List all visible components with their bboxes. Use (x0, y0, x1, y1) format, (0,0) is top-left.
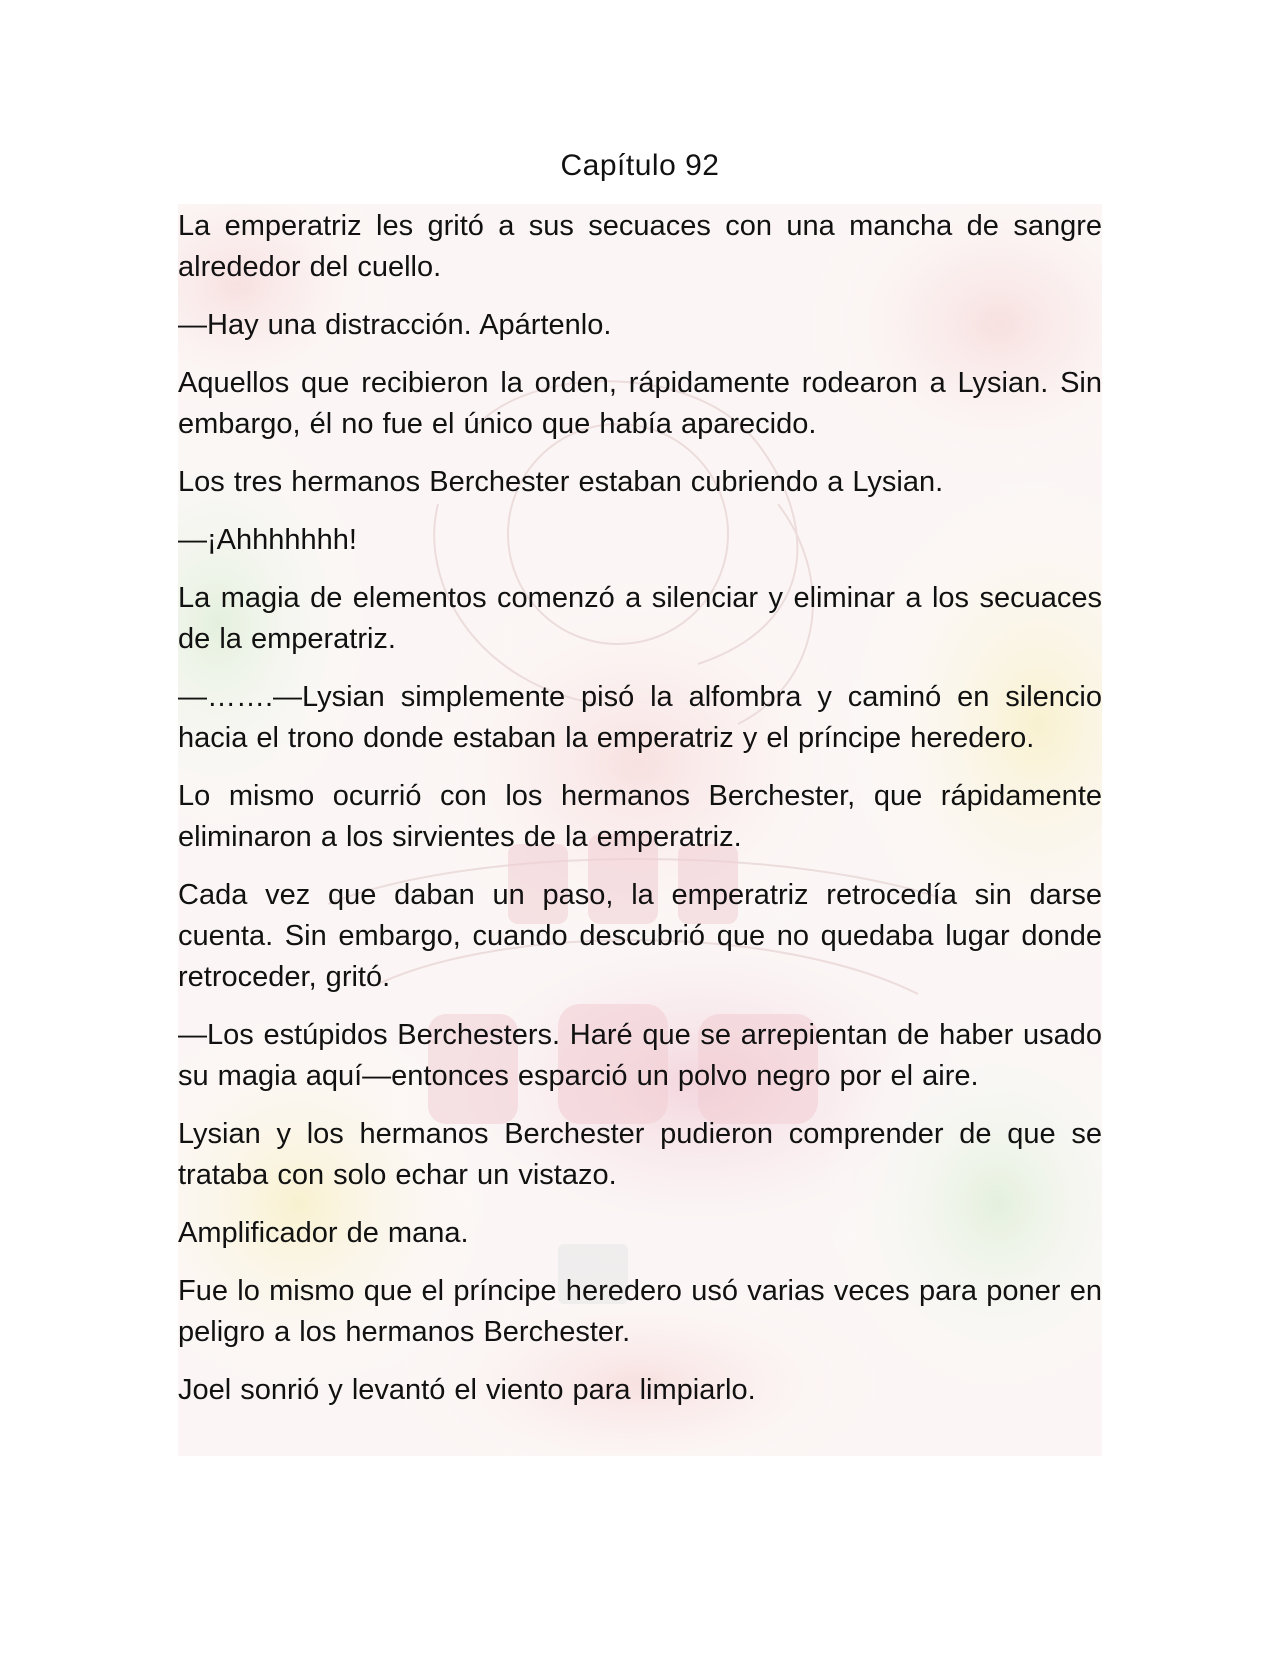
chapter-body (178, 206, 1102, 1428)
paragraph: —Hay una distracción. Apártenlo. (178, 309, 612, 341)
paragraph: Lysian y los hermanos Berchester pudieron comprender de que se trataba con solo echar un vistazo. (178, 1118, 1102, 1191)
paragraph: La magia de elementos comenzó a silenciar y eliminar a los secuaces de la emperatriz. (178, 582, 1102, 655)
paragraph: Cada vez que daban un paso, la emperatriz retrocedía sin darse cuenta. Sin embargo, cuando descubrió que no quedaba lugar donde retroceder, gritó. (178, 879, 1102, 993)
paragraph: Fue lo mismo que el príncipe heredero usó varias veces para poner en peligro a los hermanos Berchester. (178, 1275, 1102, 1348)
paragraph: Amplificador de mana. (178, 1217, 469, 1249)
chapter-title: Capítulo 92 (560, 149, 720, 182)
paragraph: Joel sonrió y levantó el viento para limpiarlo. (178, 1374, 756, 1406)
paragraph: Los tres hermanos Berchester estaban cubriendo a Lysian. (178, 466, 944, 498)
paragraph: Aquellos que recibieron la orden, rápidamente rodearon a Lysian. Sin embargo, él no fue el único que había aparecido. (178, 367, 1102, 440)
paragraph: —¡Ahhhhhhh! (178, 524, 357, 556)
paragraph: —…….—Lysian simplemente pisó la alfombra y caminó en silencio hacia el trono donde estaban la emperatriz y el príncipe heredero. (178, 681, 1102, 754)
paragraph: Lo mismo ocurrió con los hermanos Berchester, que rápidamente eliminaron a los sirvientes de la emperatriz. (178, 780, 1102, 853)
paragraph: —Los estúpidos Berchesters. Haré que se arrepientan de haber usado su magia aquí—entonces esparció un polvo negro por el aire. (178, 1019, 1102, 1092)
paragraph: La emperatriz les gritó a sus secuaces con una mancha de sangre alrededor del cuello. (178, 210, 1102, 283)
